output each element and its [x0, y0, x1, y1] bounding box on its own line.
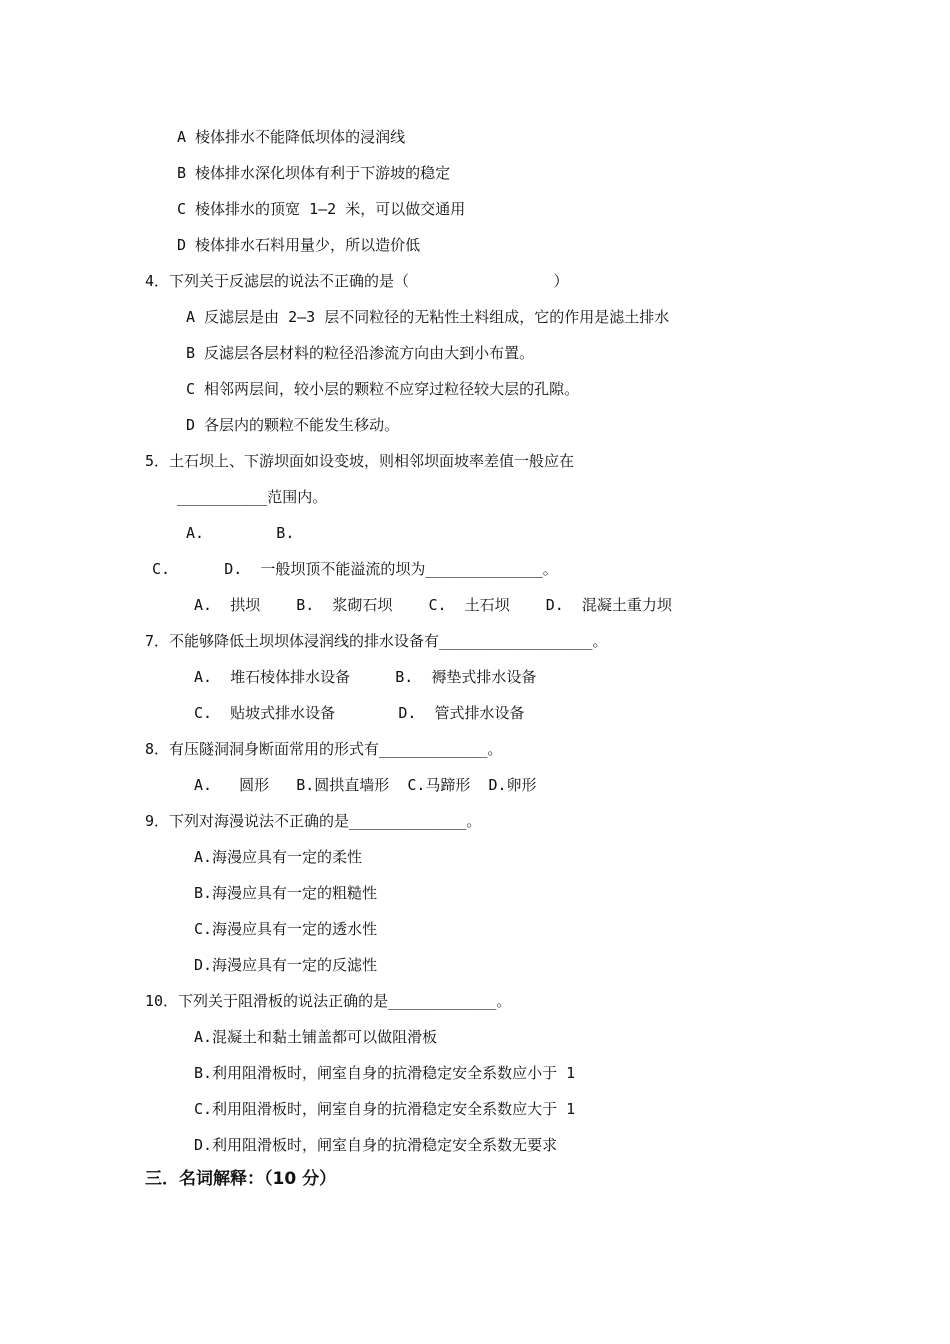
q5-stem-continued: __________范围内。	[177, 488, 328, 506]
q10-option-a: A.混凝土和黏土铺盖都可以做阻滑板	[194, 1028, 438, 1046]
q3-option-c: C 棱体排水的顶宽 1—2 米，可以做交通用	[177, 200, 466, 218]
q7-options-row-1: A. 堆石棱体排水设备 B. 褥垫式排水设备	[194, 668, 537, 686]
q5-stem: 5．土石坝上、下游坝面如设变坡，则相邻坝面坡率差值一般应在	[145, 452, 575, 470]
q6-options: A. 拱坝 B. 浆砌石坝 C. 土石坝 D. 混凝土重力坝	[194, 596, 672, 614]
q4-option-a: A 反滤层是由 2—3 层不同粒径的无粘性土料组成，它的作用是滤土排水	[186, 308, 670, 326]
q4-option-b: B 反滤层各层材料的粒径沿渗流方向由大到小布置。	[186, 344, 535, 362]
q3-option-a: A 棱体排水不能降低坝体的浸润线	[177, 128, 406, 146]
q9-option-c: C.海漫应具有一定的透水性	[194, 920, 378, 938]
q9-stem: 9．下列对海漫说法不正确的是_____________。	[145, 812, 482, 830]
q10-stem: 10．下列关于阻滑板的说法正确的是____________。	[145, 992, 512, 1010]
q4-option-d: D 各层内的颗粒不能发生移动。	[186, 416, 400, 434]
q5-options-cd: C. D. 一般坝顶不能溢流的坝为_____________。	[152, 560, 558, 578]
q3-option-b: B 棱体排水深化坝体有利于下游坡的稳定	[177, 164, 451, 182]
q8-options: A. 圆形 B.圆拱直墙形 C.马蹄形 D.卵形	[194, 776, 537, 794]
q9-option-d: D.海漫应具有一定的反滤性	[194, 956, 378, 974]
q4-option-c: C 相邻两层间，较小层的颗粒不应穿过粒径较大层的孔隙。	[186, 380, 580, 398]
q9-option-b: B.海漫应具有一定的粗糙性	[194, 884, 378, 902]
q3-option-d: D 棱体排水石料用量少，所以造价低	[177, 236, 421, 254]
q9-option-a: A.海漫应具有一定的柔性	[194, 848, 363, 866]
section-3-heading: 三．名词解释：（10 分）	[145, 1169, 337, 1189]
q8-stem: 8．有压隧洞洞身断面常用的形式有____________。	[145, 740, 503, 758]
q4-stem: 4．下列关于反滤层的说法不正确的是（ ）	[145, 272, 569, 290]
q7-options-row-2: C. 贴坡式排水设备 D. 管式排水设备	[194, 704, 525, 722]
q5-options-ab: A. B.	[186, 524, 295, 542]
q10-option-d: D.利用阻滑板时，闸室自身的抗滑稳定安全系数无要求	[194, 1136, 558, 1154]
q7-stem: 7．不能够降低土坝坝体浸润线的排水设备有_________________。	[145, 632, 608, 650]
q10-option-c: C.利用阻滑板时，闸室自身的抗滑稳定安全系数应大于 1	[194, 1100, 576, 1118]
q10-option-b: B.利用阻滑板时，闸室自身的抗滑稳定安全系数应小于 1	[194, 1064, 576, 1082]
